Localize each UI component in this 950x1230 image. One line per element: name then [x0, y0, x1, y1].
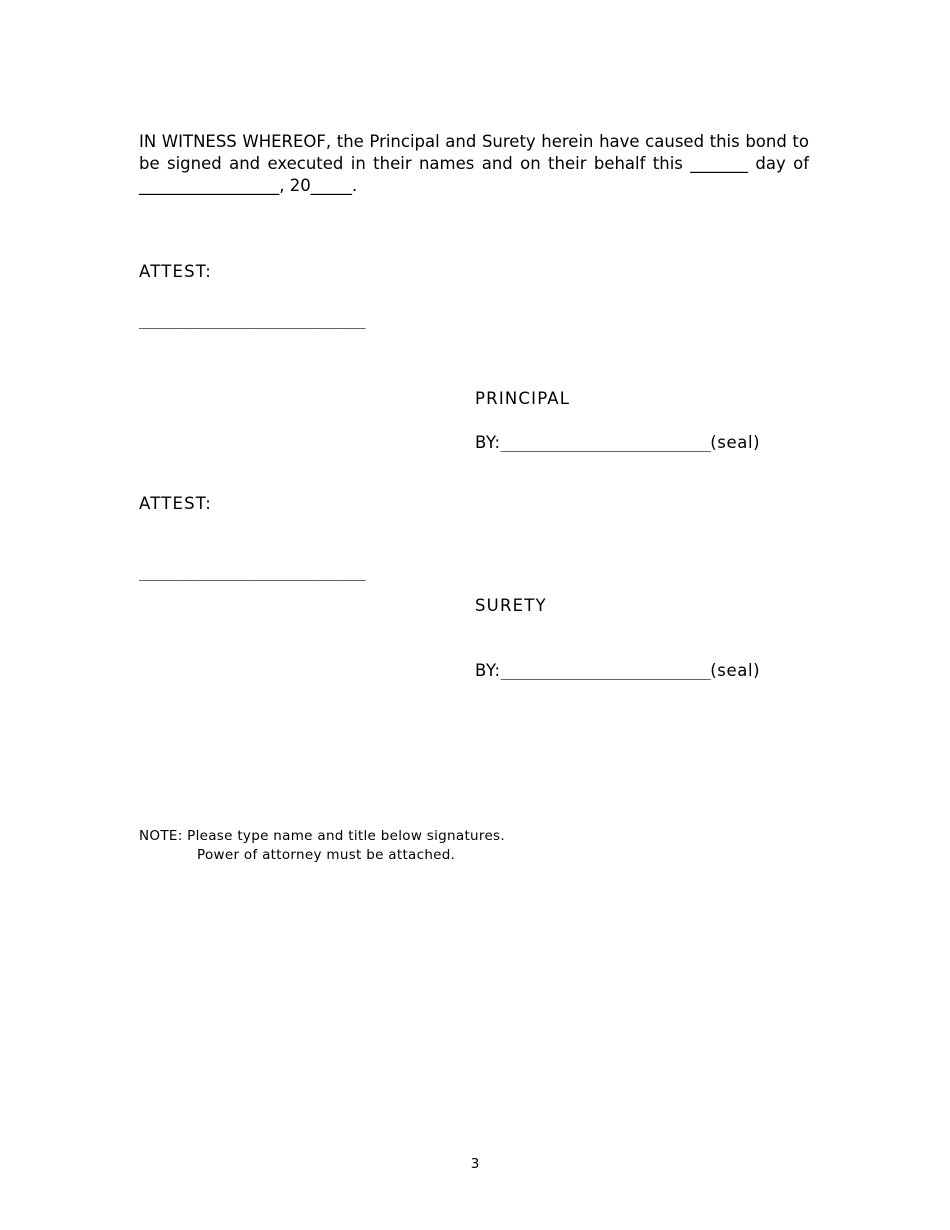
note-line-1: NOTE: Please type name and title below signatures.	[139, 828, 505, 844]
surety-label: SURETY	[475, 596, 547, 615]
principal-signature-row	[475, 433, 760, 452]
witness-clause: IN WITNESS WHEREOF, the Principal and Surety herein have caused this bond to be signed and executed in their names and on their behalf this _______ day of _________________, 20_____.	[139, 132, 809, 195]
principal-by-label: BY:	[475, 433, 501, 452]
attest-signature-line-1: ________________________	[139, 310, 366, 329]
page-number: 3	[470, 1156, 480, 1172]
surety-by-line: ________________________	[500, 662, 711, 680]
principal-by-line: ________________________	[500, 434, 711, 452]
note	[139, 827, 505, 865]
attest-signature-line-2: ________________________	[139, 562, 366, 581]
note-line-2: Power of attorney must be attached.	[197, 847, 456, 863]
surety-seal: (seal)	[710, 661, 761, 680]
attest-label-2: ATTEST:	[139, 494, 212, 513]
principal-label: PRINCIPAL	[475, 389, 571, 408]
surety-signature-row	[475, 661, 760, 680]
principal-seal: (seal)	[710, 433, 761, 452]
attest-label-1: ATTEST:	[139, 262, 212, 281]
surety-by-label: BY:	[475, 661, 501, 680]
